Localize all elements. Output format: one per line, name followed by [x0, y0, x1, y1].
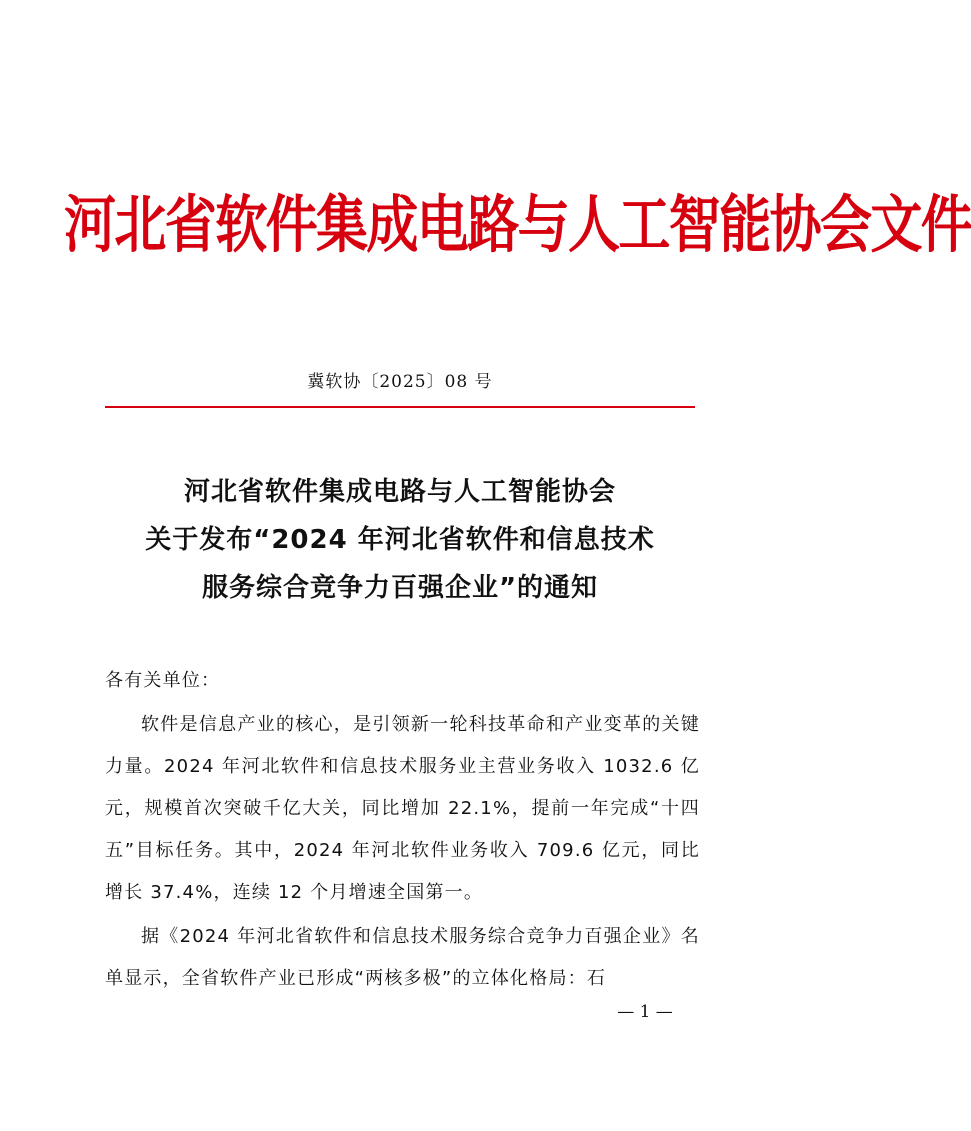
- notice-title: [0, 468, 800, 612]
- document-number: 冀软协〔2025〕08 号: [307, 372, 493, 392]
- body-paragraph-2: 据《2024 年河北省软件和信息技术服务综合竞争力百强企业》名单显示，全省软件产业已形成“两核多极”的立体化格局：石: [105, 926, 700, 989]
- masthead-title: 河北省软件集成电路与人工智能协会文件: [64, 188, 971, 261]
- notice-body: [105, 660, 700, 1002]
- red-divider-line: [105, 406, 695, 408]
- page-number: — 1 —: [617, 1002, 673, 1022]
- notice-title-line-2: 关于发布“2024 年河北省软件和信息技术: [145, 525, 655, 555]
- body-paragraph-1: 软件是信息产业的核心，是引领新一轮科技革命和产业变革的关键力量。2024 年河北软件和信息技术服务业主营业务收入 1032.6 亿元，规模首次突破千亿大关，同比增加 22.1%，提前一年完成“十四五”目标任务。其中，2024 年河北软件业务收入 709.6 亿元，同比增长 37.4%，连续 12 个月增速全国第一。: [105, 714, 700, 903]
- notice-title-line-1: 河北省软件集成电路与人工智能协会: [183, 477, 616, 507]
- notice-title-line-3: 服务综合竞争力百强企业”的通知: [201, 573, 599, 603]
- salutation: 各有关单位：: [105, 670, 221, 691]
